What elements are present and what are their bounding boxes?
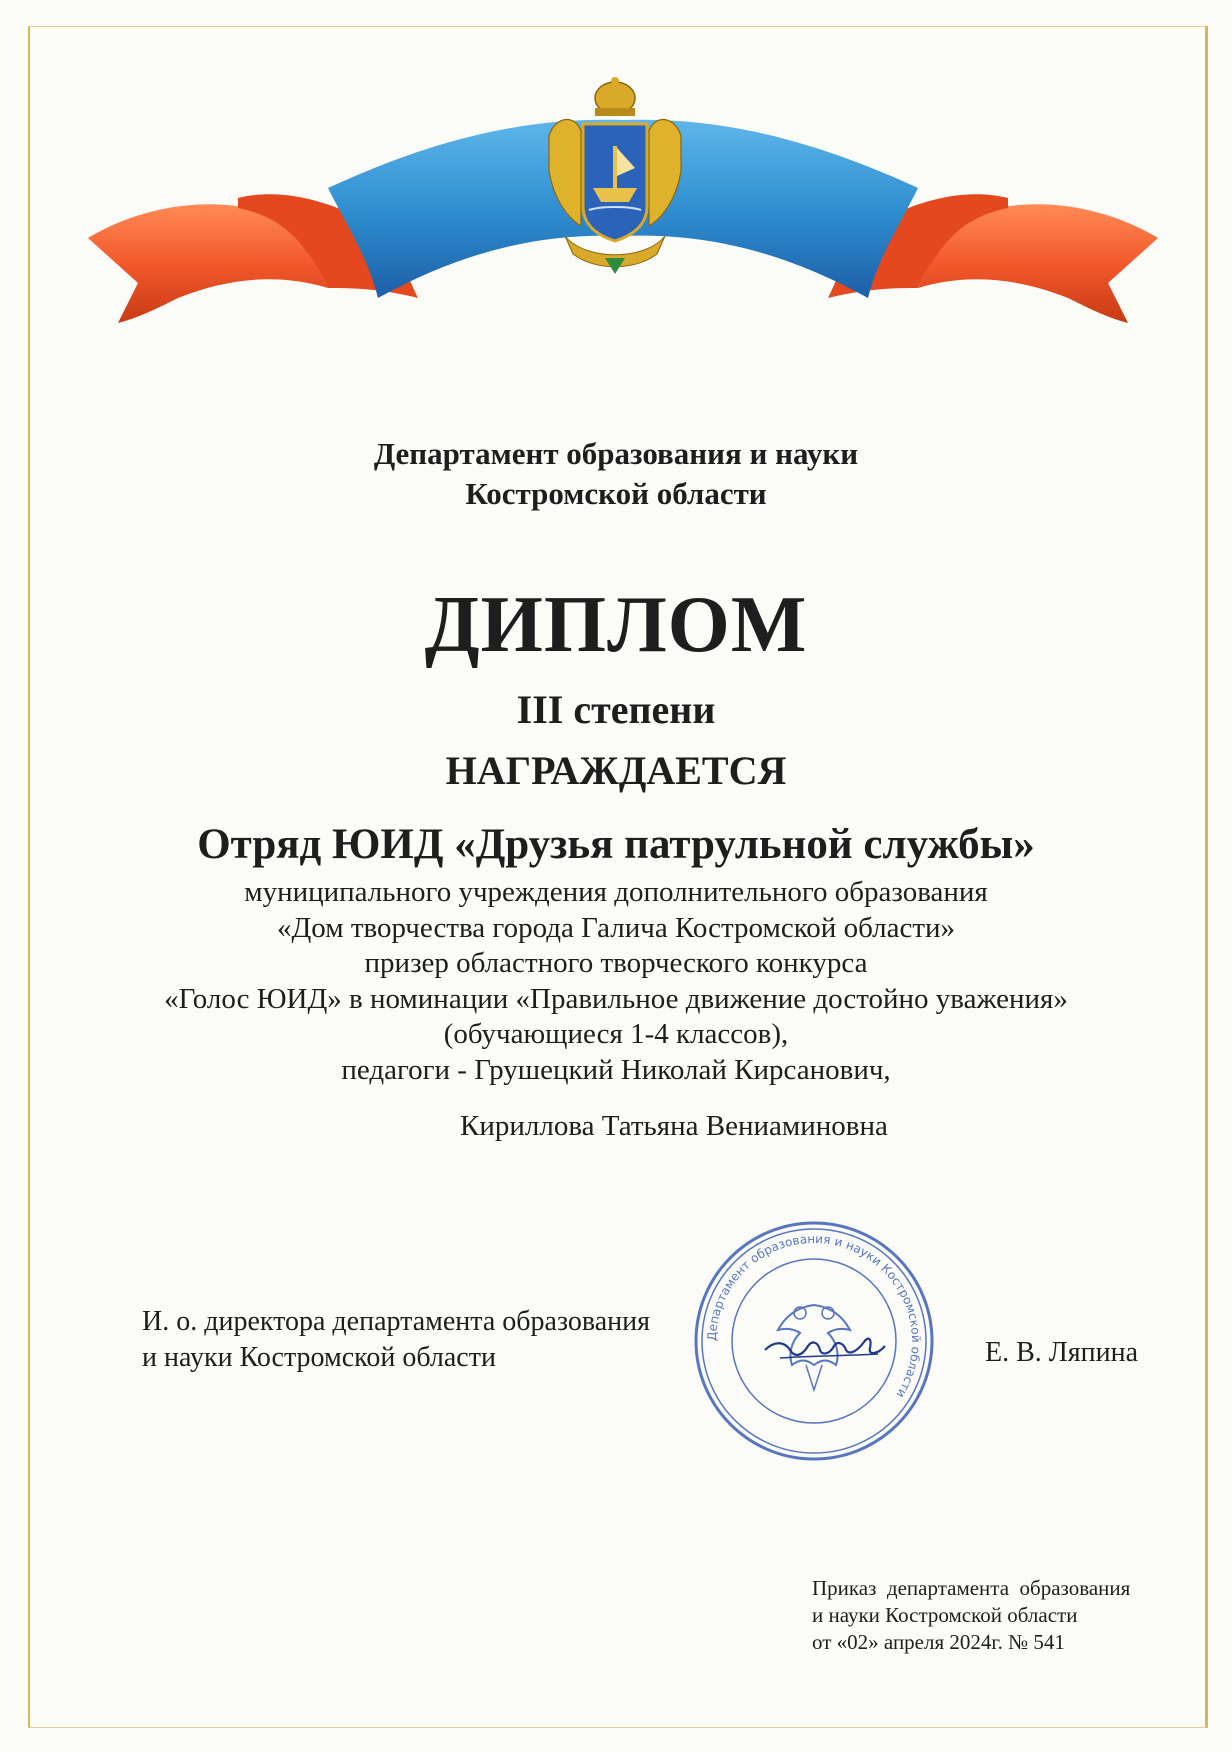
diploma-body (0, 875, 1232, 1089)
signatory-role-line-1: И. о. директора департамента образования (142, 1306, 650, 1337)
diploma-title: ДИПЛОМ (424, 581, 808, 669)
handwritten-signature (760, 1320, 890, 1370)
order-line-1: Приказ департамента образования (812, 1576, 1131, 1600)
body-line: «Голос ЮИД» в номинации «Правильное движение достойно уважения» (164, 982, 1068, 1015)
signatory-name: Е. В. Ляпина (985, 1337, 1139, 1368)
body-line: «Дом творчества города Галича Костромской области» (276, 911, 956, 944)
award-heading: НАГРАЖДАЕТСЯ (445, 748, 787, 793)
body-line: педагоги - Грушецкий Николай Кирсанович, (341, 1053, 891, 1086)
body-line: призер областного творческого конкурса (364, 947, 868, 980)
coat-of-arms-emblem (535, 76, 695, 276)
issuing-organization (0, 434, 1232, 514)
signatory-role-line-2: и науки Костромской области (142, 1342, 496, 1373)
order-line-3: от «02» апреля 2024г. № 541 (812, 1630, 1065, 1654)
stamp-text: Департамент образования и науки Костромской области (704, 1231, 924, 1401)
signatory-role (142, 1304, 650, 1376)
order-line-2: и науки Костромской области (812, 1603, 1078, 1627)
body-line: (обучающиеся 1-4 классов), (443, 1018, 789, 1051)
recipient-name: Отряд ЮИД «Друзья патрульной службы» (197, 821, 1035, 868)
order-reference (812, 1575, 1130, 1656)
body-line: муниципального учреждения дополнительного образования (244, 876, 988, 908)
diploma-degree: III степени (516, 687, 716, 732)
org-line-1: Департамент образования и науки (373, 436, 859, 471)
teacher-name-2: Кириллова Татьяна Вениаминовна (460, 1110, 888, 1142)
org-line-2: Костромской области (465, 476, 767, 511)
